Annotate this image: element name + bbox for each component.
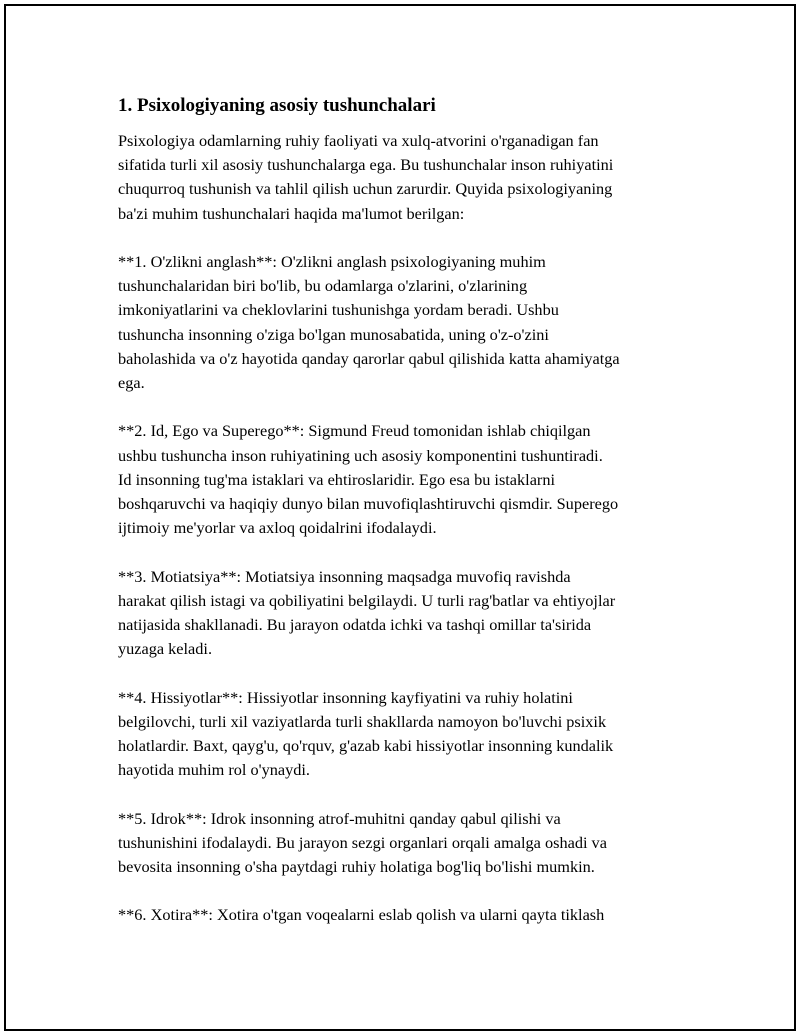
text-line: natijasida shakllanadi. Bu jarayon odatda ichki va tashqi omillar ta'sirida	[118, 615, 592, 635]
text-line: belgilovchi, turli xil vaziyatlarda turli shakllarda namoyon bo'luvchi psixik	[118, 711, 607, 731]
text-line: ijtimoiy me'yorlar va axloq qoidalrini ifodalaydi.	[118, 518, 437, 538]
text-line: ega.	[118, 373, 145, 393]
paragraph	[118, 250, 686, 395]
text-line: **6. Xotira**: Xotira o'tgan voqealarni eslab qolish va ularni qayta tiklash	[118, 905, 605, 925]
text-line: baholashida va o'z hayotida qanday qarorlar qabul qilishida katta ahamiyatga	[118, 348, 620, 368]
text-line: hayotida muhim rol o'ynaydi.	[118, 760, 310, 780]
text-line: boshqaruvchi va haqiqiy dunyo bilan muvofiqlashtiruvchi qismdir. Superego	[118, 494, 619, 514]
text-line: tushunchalaridan biri bo'lib, bu odamlarga o'zlarini, o'zlarining	[118, 276, 528, 296]
paragraph	[118, 686, 686, 783]
paragraph	[118, 903, 686, 927]
paragraph	[118, 807, 686, 880]
text-line: **1. O'zlikni anglash**: O'zlikni anglash psixologiyaning muhim	[118, 252, 546, 271]
paragraph	[118, 565, 686, 662]
text-line: tushuncha insonning o'ziga bo'lgan munosabatida, uning o'z-o'zini	[118, 324, 549, 344]
text-line: ushbu tushuncha inson ruhiyatining uch asosiy komponentini tushuntiradi.	[118, 445, 603, 465]
paragraph-list	[118, 129, 686, 928]
text-line: chuqurroq tushunish va tahlil qilish uchun zarurdir. Quyida psixologiyaning	[118, 179, 613, 199]
text-line: Psixologiya odamlarning ruhiy faoliyati va xulq-atvorini o'rganadigan fan	[118, 131, 599, 150]
paragraph	[118, 129, 686, 226]
text-line: holatlardir. Baxt, qayg'u, qo'rquv, g'azab kabi hissiyotlar insonning kundalik	[118, 736, 614, 756]
text-line: ba'zi muhim tushunchalari haqida ma'lumot berilgan:	[118, 203, 465, 223]
text-line: **3. Motiatsiya**: Motiatsiya insonning maqsadga muvofiq ravishda	[118, 566, 571, 586]
text-line: yuzaga keladi.	[118, 639, 213, 659]
document-body	[118, 93, 686, 952]
text-line: **4. Hissiyotlar**: Hissiyotlar insonning kayfiyatini va ruhiy holatini	[118, 687, 573, 707]
text-line: **2. Id, Ego va Superego**: Sigmund Freud tomonidan ishlab chiqilgan	[118, 421, 591, 441]
text-line: harakat qilish istagi va qobiliyatini belgilaydi. U turli rag'batlar va ehtiyojlar	[118, 590, 616, 610]
text-line: bevosita insonning o'sha paytdagi ruhiy holatiga bog'liq bo'lishi mumkin.	[118, 857, 595, 877]
text-line: sifatida turli xil asosiy tushunchalarga ega. Bu tushunchalar inson ruhiyatini	[118, 155, 614, 175]
paragraph	[118, 419, 686, 540]
text-line: **5. Idrok**: Idrok insonning atrof-muhitni qanday qabul qilishi va	[118, 808, 561, 828]
text-line: imkoniyatlarini va cheklovlarini tushunishga yordam beradi. Ushbu	[118, 300, 559, 320]
text-line: Id insonning tug'ma istaklari va ehtiroslaridir. Ego esa bu istaklarni	[118, 469, 556, 489]
text-line: tushunishini ifodalaydi. Bu jarayon sezgi organlari orqali amalga oshadi va	[118, 832, 607, 852]
section-heading: 1. Psixologiyaning asosiy tushunchalari	[118, 95, 436, 116]
